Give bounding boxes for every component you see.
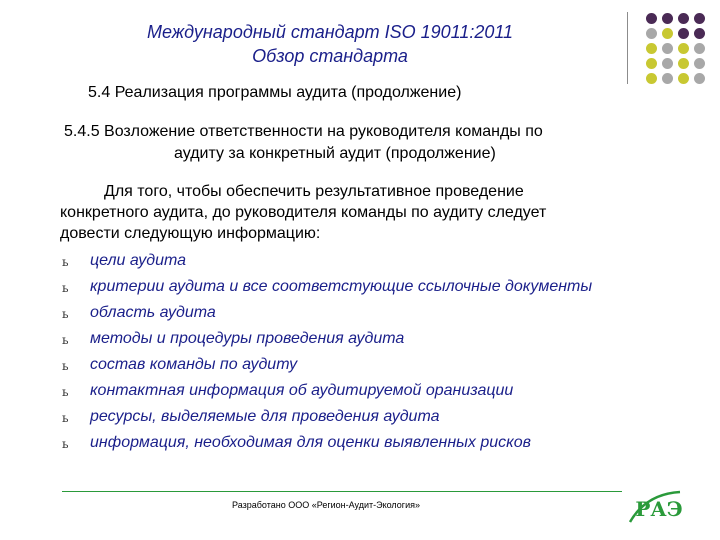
list-item-text: область аудита bbox=[90, 304, 216, 321]
list-item bbox=[60, 430, 700, 456]
bullet-marker: ь bbox=[62, 255, 69, 269]
list-item-text: цели аудита bbox=[90, 252, 187, 269]
decorative-dot bbox=[678, 28, 689, 39]
decorative-dot bbox=[662, 13, 673, 24]
decorative-dot bbox=[662, 58, 673, 69]
list-item-text: контактная информация об аудитируемой оранизации bbox=[90, 382, 514, 399]
decorative-dot bbox=[694, 73, 705, 84]
list-item-text: критерии аудита и все соответстующие ссылочные документы bbox=[90, 278, 593, 295]
title-line-1: Международный стандарт ISO 19011:2011 bbox=[146, 22, 514, 42]
decorative-dot bbox=[662, 43, 673, 54]
bullet-marker: ь bbox=[62, 307, 69, 321]
list-item-text: ресурсы, выделяемые для проведения аудита bbox=[90, 408, 440, 425]
slide-title bbox=[60, 20, 600, 68]
decorative-dot bbox=[694, 58, 705, 69]
footer-divider bbox=[62, 491, 622, 492]
para-line-2: конкретного аудита, до руководителя команды по аудиту следует bbox=[60, 204, 547, 221]
decorative-dot bbox=[646, 58, 657, 69]
decorative-dot bbox=[678, 73, 689, 84]
decorative-dot bbox=[662, 28, 673, 39]
heading-line-2: аудиту за конкретный аудит (продолжение) bbox=[174, 145, 496, 162]
bullet-marker: ь bbox=[62, 385, 69, 399]
intro-paragraph bbox=[60, 181, 670, 244]
decorative-dot bbox=[678, 13, 689, 24]
logo-lettering: РАЭ bbox=[635, 497, 683, 521]
list-item bbox=[60, 274, 700, 300]
bullet-marker: ь bbox=[62, 411, 69, 425]
title-line-2: Обзор стандарта bbox=[252, 46, 408, 66]
footer-credit: Разработано ООО «Регион-Аудит-Экология» bbox=[232, 500, 420, 510]
heading-line-1: 5.4.5 Возложение ответственности на руководителя команды по bbox=[64, 123, 543, 140]
decorative-dot bbox=[694, 28, 705, 39]
bullet-marker: ь bbox=[62, 281, 69, 295]
section-heading bbox=[64, 121, 664, 165]
bullet-marker: ь bbox=[62, 333, 69, 347]
decorative-dot bbox=[646, 43, 657, 54]
list-item-text: информация, необходимая для оценки выявленных рисков bbox=[90, 434, 531, 451]
list-item bbox=[60, 300, 700, 326]
company-logo bbox=[624, 486, 694, 526]
decorative-dot bbox=[694, 43, 705, 54]
list-item bbox=[60, 378, 700, 404]
list-item bbox=[60, 404, 700, 430]
decorative-dot bbox=[694, 13, 705, 24]
decorative-dot bbox=[678, 58, 689, 69]
para-line-3: довести следующую информацию: bbox=[60, 225, 321, 242]
decorative-dot bbox=[646, 13, 657, 24]
header-divider bbox=[627, 12, 628, 84]
bullet-marker: ь bbox=[62, 437, 69, 451]
decorative-dot bbox=[646, 73, 657, 84]
list-item bbox=[60, 326, 700, 352]
section-subtitle: 5.4 Реализация программы аудита (продолжение) bbox=[88, 84, 462, 101]
info-bullet-list bbox=[60, 248, 700, 456]
list-item bbox=[60, 248, 700, 274]
decorative-dot bbox=[646, 28, 657, 39]
decorative-dot bbox=[678, 43, 689, 54]
list-item-text: методы и процедуры проведения аудита bbox=[90, 330, 405, 347]
list-item bbox=[60, 352, 700, 378]
decorative-dot-grid bbox=[646, 13, 705, 84]
para-line-1: Для того, чтобы обеспечить результативное проведение bbox=[104, 183, 524, 200]
bullet-marker: ь bbox=[62, 359, 69, 373]
decorative-dot bbox=[662, 73, 673, 84]
list-item-text: состав команды по аудиту bbox=[90, 356, 298, 373]
